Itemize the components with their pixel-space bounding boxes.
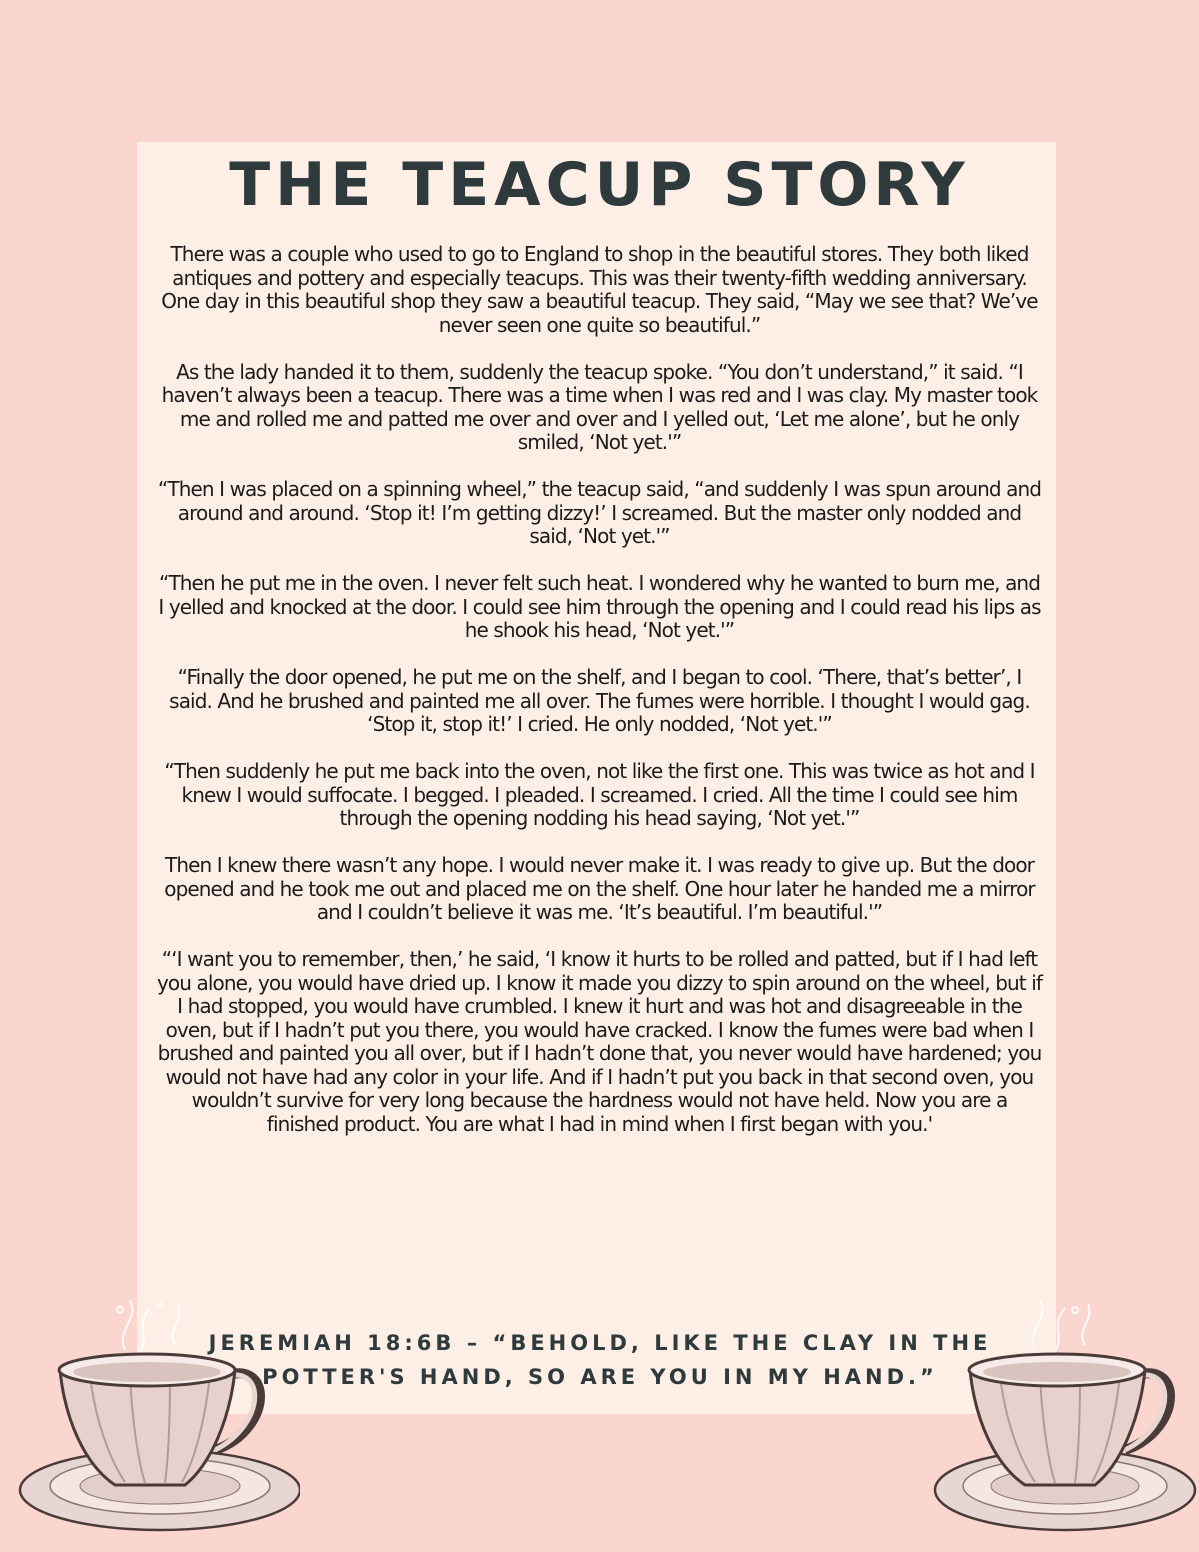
story-paragraph: “‘I want you to remember, then,’ he said, ‘I know it hurts to be rolled and patted, but if I had left you alone, you would have dried up. I know it made you dizzy to spin around on the wheel, but if I had stopped, you would have crumbled. I knew it hurt and was hot and disagreeable in the oven, but if I hadn’t put you there, you would have cracked. I know the fumes were bad when I brushed and painted you all over, but if I hadn’t done that, you never would have hardened; you would not have had any color in your life. And if I hadn’t put you back in that second oven, you wouldn’t survive for very long because the hardness would not have held. Now you are a finished product. You are what I had in mind when I first began with you.': [157, 947, 1042, 1136]
scripture-verse: [180, 1326, 1020, 1394]
story-paragraph: “Then he put me in the oven. I never felt such heat. I wondered why he wanted to burn me, and I yelled and knocked at the door. I could see him through the opening and I could read his lips as he shook his head, ‘Not yet.'”: [158, 571, 1041, 642]
teacup-icon: [0, 1290, 300, 1540]
page-title: THE TEACUP STORY: [229, 150, 970, 220]
story-paragraph: There was a couple who used to go to England to shop in the beautiful stores. They both liked antiques and pottery and especially teacups. This was their twenty-fifth wedding anniversary. One day in this beautiful shop they saw a beautiful teacup. They said, “May we see that? We’ve never seen one quite so beautiful.”: [161, 242, 1038, 337]
verse-line: JEREMIAH 18:6B – “BEHOLD, LIKE THE CLAY IN THE: [208, 1331, 992, 1355]
story-paragraph: “Then I was placed on a spinning wheel,” the teacup said, “and suddenly I was spun around and around and around. ‘Stop it! I’m getting dizzy!’ I screamed. But the master only nodded and said, ‘Not yet.'”: [157, 477, 1042, 548]
story-paragraph: As the lady handed it to them, suddenly the teacup spoke. “You don’t understand,” it said. “I haven’t always been a teacup. There was a time when I was red and I was clay. My master took me and rolled me and patted me over and over and I yelled out, ‘Let me alone’, but he only smiled, ‘Not yet.'”: [161, 359, 1038, 454]
story-paragraph: “Then suddenly he put me back into the oven, not like the first one. This was twice as hot and I knew I would suffocate. I begged. I pleaded. I screamed. I cried. All the time I could see him through the opening nodding his head saying, ‘Not yet.'”: [164, 759, 1035, 830]
story-paragraph: “Finally the door opened, he put me on the shelf, and I began to cool. ‘There, that’s better’, I said. And he brushed and painted me all over. The fumes were horrible. I thought I would gag. ‘Stop it, stop it!’ I cried. He only nodded, ‘Not yet.'”: [169, 665, 1030, 736]
story-paragraph: Then I knew there wasn’t any hope. I would never make it. I was ready to give up. But the door opened and he took me out and placed me on the shelf. One hour later he handed me a mirror and I couldn’t believe it was me. ‘It’s beautiful. I’m beautiful.'”: [164, 853, 1035, 924]
story-text: [157, 243, 1042, 1160]
teacup-icon: [925, 1290, 1199, 1540]
verse-line: POTTER'S HAND, SO ARE YOU IN MY HAND.”: [262, 1365, 938, 1389]
